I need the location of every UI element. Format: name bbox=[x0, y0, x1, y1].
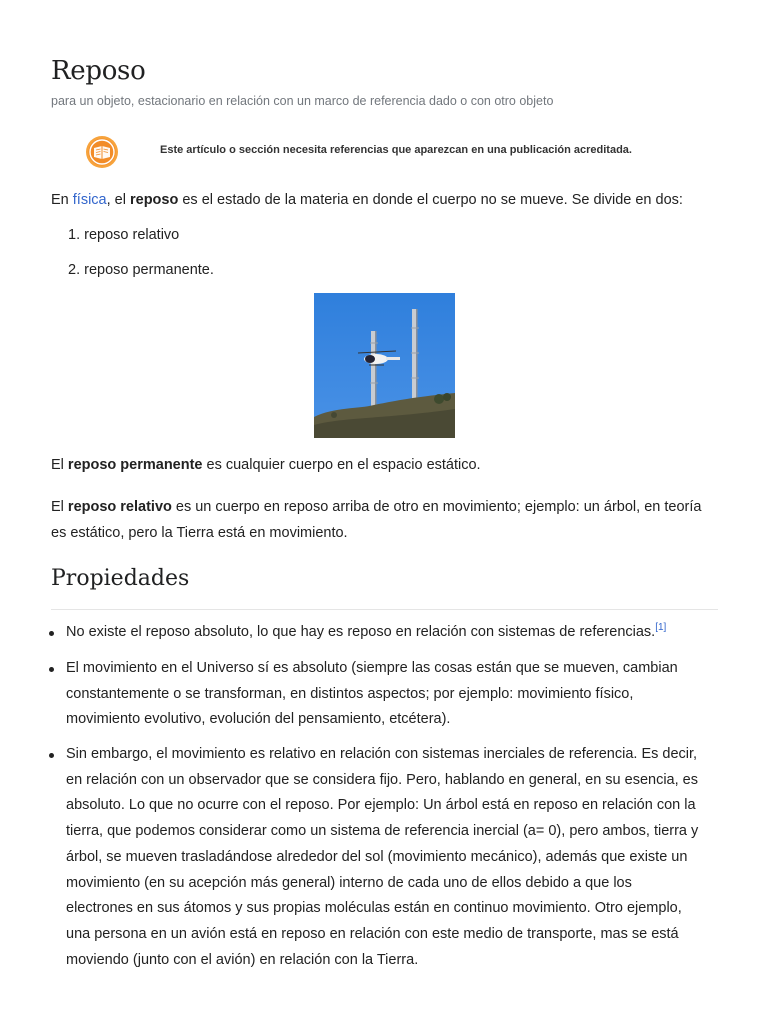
towers-helicopter-image[interactable] bbox=[314, 293, 455, 438]
fisica-link[interactable]: física bbox=[72, 192, 107, 208]
book-notice-icon bbox=[85, 135, 119, 169]
page-subtitle: para un objeto, estacionario en relación con un marco de referencia dado o con otro objeto bbox=[51, 94, 554, 108]
list-item: 2. reposo permanente. bbox=[68, 262, 214, 278]
list-item: Sin embargo, el movimiento es relativo en relación con sistemas inerciales de referencia. Es decir, en relación con un observador que se considera fijo. Pero, hablando en general, en su esencia, es absoluto. Lo que no ocurre con el reposo. Por ejemplo: Un árbol está en reposo en relación con la tierra, que podemos considerar como un sistema de referencia inercial (a= 0), pero ambos, tierra y árbol, se mueven trasladándose alrededor del sol (movimiento mecánico), además que existe un movimiento (en su acepción más general) interno de cada uno de ellos debido a que los electrones en sus átomos y sus propias moléculas están en continuo movimiento. Otro ejemplo, una persona en un avión está en reposo en relación con este medio de transporte, mas se está moviendo (junto con el avión) en relación con la Tierra. bbox=[66, 742, 721, 973]
paragraph-reposo-permanente: El reposo permanente es cualquier cuerpo en el espacio estático. bbox=[51, 457, 481, 473]
page-title: Reposo bbox=[51, 56, 146, 86]
notice-text: Este artículo o sección necesita referencias que aparezcan en una publicación acreditada. bbox=[160, 144, 632, 156]
paragraph-reposo-relativo: El reposo relativo es un cuerpo en reposo arriba de otro en movimiento; ejemplo: un árbol, en teoría es estático, pero la Tierra está en movimiento. bbox=[51, 499, 702, 541]
list-item: El movimiento en el Universo sí es absoluto (siempre las cosas están que se mueven, cambian constantemente o se transforman, en distintos aspectos; por ejemplo: movimiento físico, movimiento evolutivo, evolución del pensamiento, etcétera). bbox=[66, 656, 721, 733]
section-heading-propiedades: Propiedades bbox=[51, 566, 190, 591]
section-divider bbox=[51, 609, 718, 610]
list-item: No existe el reposo absoluto, lo que hay es reposo en relación con sistemas de referencias.[1] bbox=[66, 620, 721, 646]
list-item: 1. reposo relativo bbox=[68, 227, 180, 243]
intro-paragraph: En física, el reposo es el estado de la materia en donde el cuerpo no se mueve. Se divide en dos: bbox=[51, 192, 683, 208]
reference-link[interactable]: [1] bbox=[655, 622, 667, 634]
